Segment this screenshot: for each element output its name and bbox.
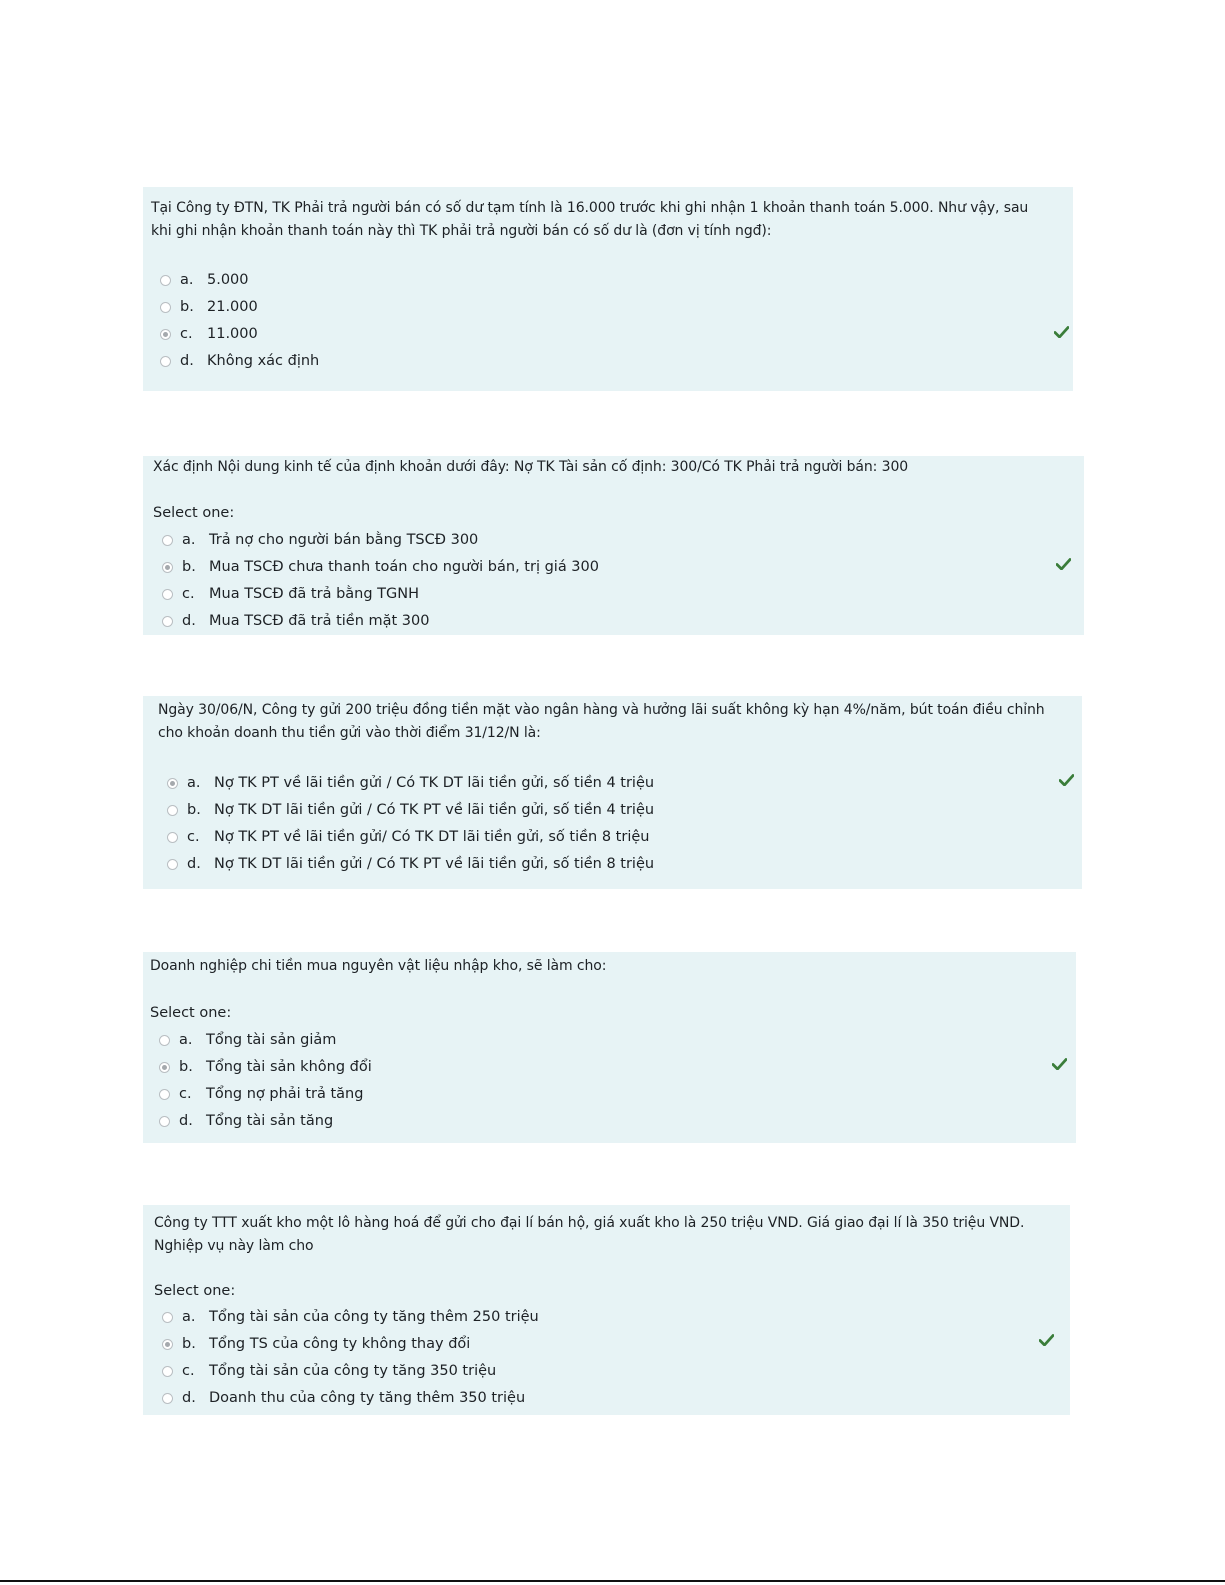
radio-button-selected[interactable] [160,329,171,340]
option-letter: d. [182,613,196,629]
option-c[interactable] [160,321,258,347]
option-letter: c. [182,1363,195,1379]
radio-button-selected[interactable] [159,1062,170,1073]
radio-button[interactable] [160,356,171,367]
option-label: Mua TSCĐ đã trả bằng TGNH [209,586,420,602]
check-icon [1056,558,1071,570]
option-c[interactable] [167,824,649,850]
option-label: Mua TSCĐ đã trả tiền mặt 300 [209,613,430,629]
radio-button[interactable] [162,1366,173,1377]
question-1 [143,187,1073,391]
question-text: Ngày 30/06/N, Công ty gửi 200 triệu đồng tiền mặt vào ngân hàng và hưởng lãi suất không kỳ hạn 4%/năm, bút toán điều chỉnh cho khoản doanh thu tiền gửi vào thời điểm 31/12/N là: [158,702,1045,741]
option-c[interactable] [162,581,419,607]
option-label: Tổng tài sản giảm [206,1032,337,1048]
question-text: Tại Công ty ĐTN, TK Phải trả người bán có số dư tạm tính là 16.000 trước khi ghi nhận 1 khoản thanh toán 5.000. Như vậy, sau khi ghi nhận khoản thanh toán này thì TK phải trả người bán có số dư là (đơn vị tính ngđ): [151,200,1029,239]
option-letter: b. [180,299,194,315]
option-label: Tổng nợ phải trả tăng [206,1086,364,1102]
radio-button[interactable] [162,1312,173,1323]
option-c[interactable] [162,1358,496,1384]
radio-button-selected[interactable] [162,562,173,573]
option-letter: b. [182,1336,196,1352]
option-letter: a. [182,532,196,548]
option-label: Tổng TS của công ty không thay đổi [209,1336,471,1352]
option-label: Tổng tài sản của công ty tăng 350 triệu [209,1363,497,1379]
radio-button[interactable] [162,589,173,600]
question-2 [143,456,1084,635]
radio-button[interactable] [162,616,173,627]
select-one-prompt: Select one: [154,1283,236,1299]
option-b[interactable] [162,554,599,580]
select-one-prompt: Select one: [150,1005,232,1021]
radio-button[interactable] [167,859,178,870]
question-text: Công ty TTT xuất kho một lô hàng hoá để gửi cho đại lí bán hộ, giá xuất kho là 250 triệu VND. Giá giao đại lí là 350 triệu VND. Nghiệp vụ này làm cho [154,1215,1025,1254]
option-b[interactable] [160,294,258,320]
option-label: Doanh thu của công ty tăng thêm 350 triệu [209,1390,526,1406]
option-label: Tổng tài sản của công ty tăng thêm 250 triệu [209,1309,539,1325]
option-letter: b. [182,559,196,575]
radio-button-selected[interactable] [167,778,178,789]
option-label: 21.000 [207,299,258,315]
option-a[interactable] [162,527,478,553]
check-icon [1054,326,1069,338]
option-d[interactable] [162,608,429,634]
option-label: Nợ TK DT lãi tiền gửi / Có TK PT về lãi tiền gửi, số tiền 8 triệu [214,856,655,872]
radio-button[interactable] [160,275,171,286]
radio-button-selected[interactable] [162,1339,173,1350]
option-letter: d. [179,1113,193,1129]
question-text: Doanh nghiệp chi tiền mua nguyên vật liệu nhập kho, sẽ làm cho: [150,958,607,974]
option-letter: c. [182,586,195,602]
option-a[interactable] [160,267,249,293]
option-letter: a. [187,775,201,791]
option-label: Tổng tài sản không đổi [206,1059,372,1075]
check-icon [1059,774,1074,786]
question-5 [143,1205,1070,1415]
option-label: Trả nợ cho người bán bằng TSCĐ 300 [209,532,479,548]
option-label: Nợ TK DT lãi tiền gửi / Có TK PT về lãi tiền gửi, số tiền 4 triệu [214,802,655,818]
option-label: 11.000 [207,326,258,342]
option-letter: b. [187,802,201,818]
option-letter: b. [179,1059,193,1075]
option-d[interactable] [159,1108,333,1134]
option-label: Mua TSCĐ chưa thanh toán cho người bán, trị giá 300 [209,559,599,575]
option-letter: c. [187,829,200,845]
radio-button[interactable] [159,1116,170,1127]
check-icon [1039,1334,1054,1346]
option-letter: c. [180,326,193,342]
option-d[interactable] [167,851,654,877]
question-4 [143,952,1076,1143]
option-a[interactable] [162,1304,539,1330]
option-label: 5.000 [207,272,249,288]
option-label: Tổng tài sản tăng [206,1113,334,1129]
radio-button[interactable] [167,805,178,816]
radio-button[interactable] [162,1393,173,1404]
radio-button[interactable] [160,302,171,313]
option-b[interactable] [162,1331,470,1357]
option-letter: d. [187,856,201,872]
option-a[interactable] [159,1027,336,1053]
option-d[interactable] [160,348,319,374]
option-c[interactable] [159,1081,363,1107]
option-a[interactable] [167,770,654,796]
option-letter: c. [179,1086,192,1102]
option-label: Nợ TK PT về lãi tiền gửi/ Có TK DT lãi tiền gửi, số tiền 8 triệu [214,829,650,845]
select-one-prompt: Select one: [153,505,235,521]
radio-button[interactable] [162,535,173,546]
option-b[interactable] [159,1054,372,1080]
option-letter: a. [180,272,194,288]
option-letter: d. [182,1390,196,1406]
radio-button[interactable] [167,832,178,843]
question-3 [143,696,1082,889]
check-icon [1052,1058,1067,1070]
option-d[interactable] [162,1385,525,1411]
radio-button[interactable] [159,1035,170,1046]
page-bottom-border [0,1580,1225,1582]
option-label: Không xác định [207,353,320,369]
option-letter: a. [179,1032,193,1048]
option-letter: d. [180,353,194,369]
question-text: Xác định Nội dung kinh tế của định khoản dưới đây: Nợ TK Tài sản cố định: 300/Có TK Phải trả người bán: 300 [153,459,909,475]
option-letter: a. [182,1309,196,1325]
option-label: Nợ TK PT về lãi tiền gửi / Có TK DT lãi tiền gửi, số tiền 4 triệu [214,775,655,791]
radio-button[interactable] [159,1089,170,1100]
option-b[interactable] [167,797,654,823]
